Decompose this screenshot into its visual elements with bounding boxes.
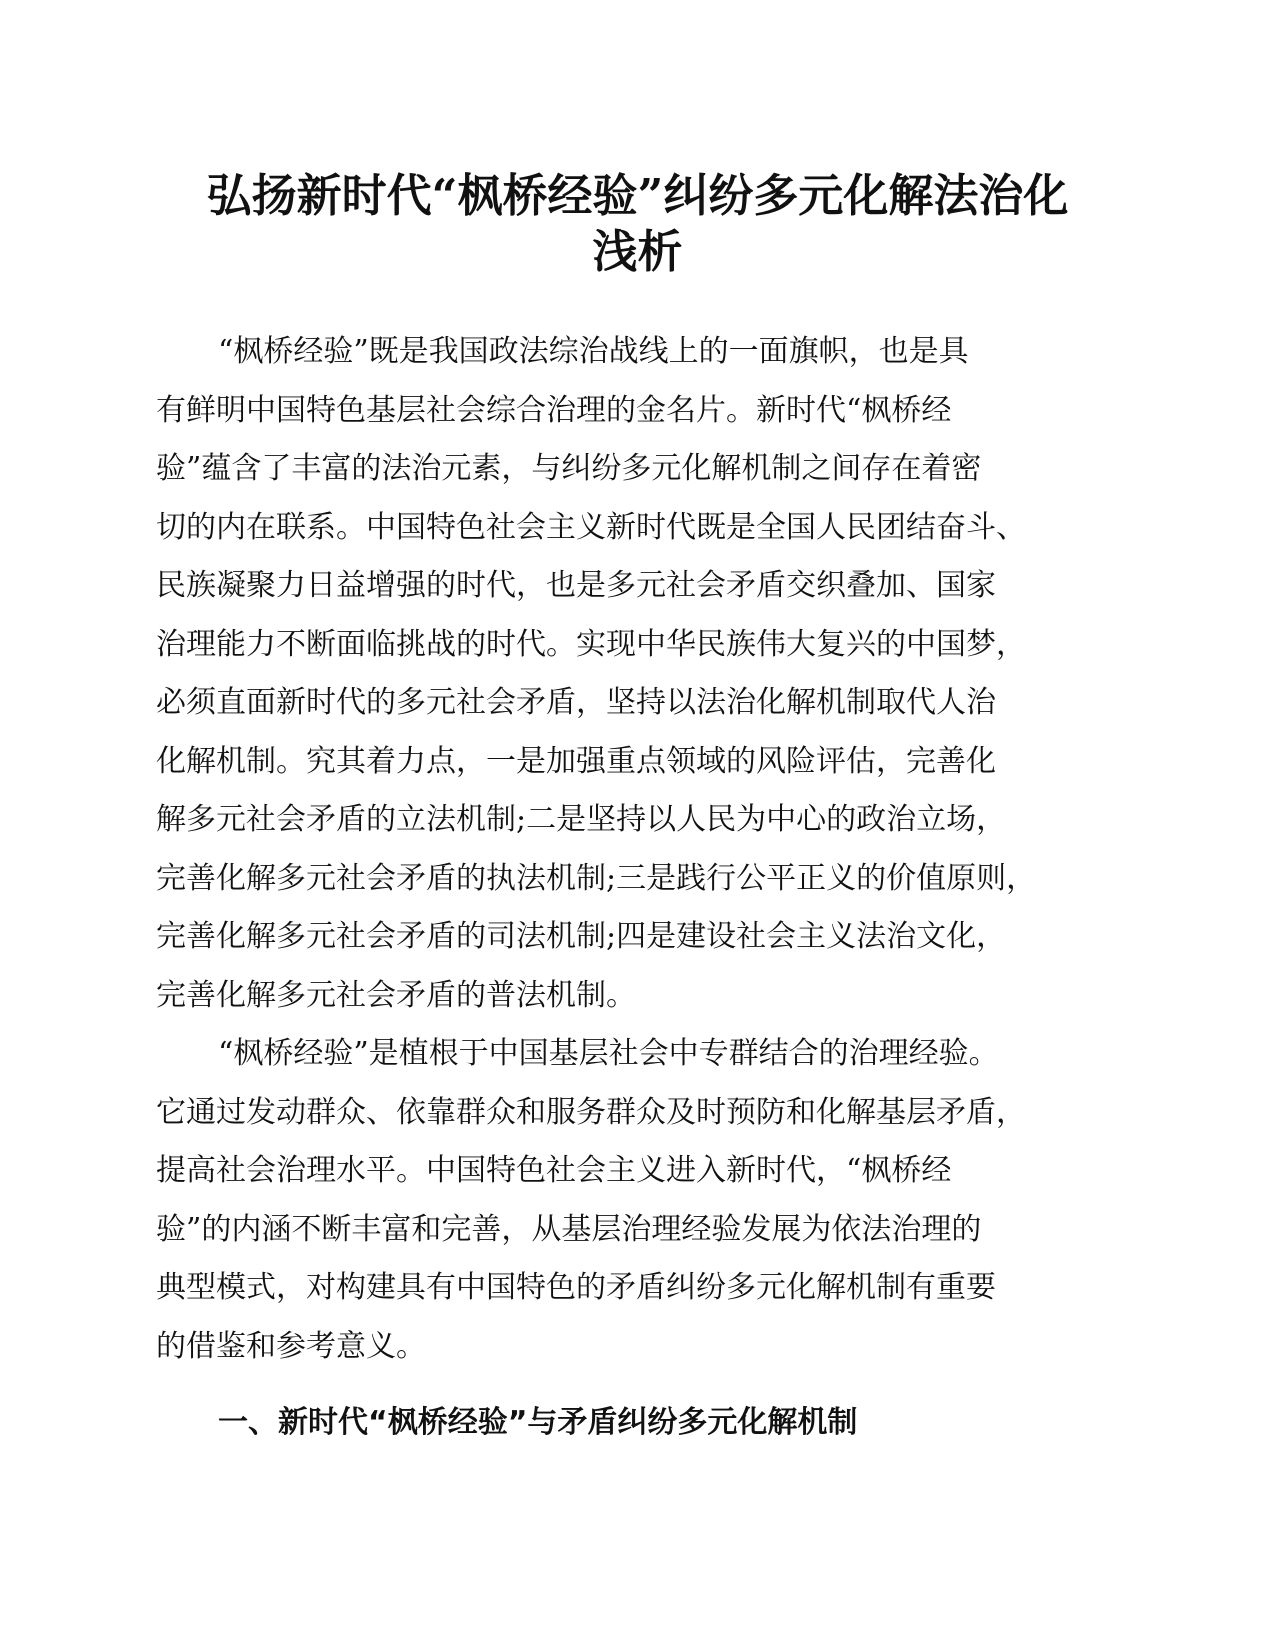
paragraph-line: 完善化解多元社会矛盾的普法机制。 <box>156 977 636 1013</box>
paragraph-line: “枫桥经验”是植根于中国基层社会中专群结合的治理经验。 <box>218 1036 999 1071</box>
paragraph-line: 有鲜明中国特色基层社会综合治理的金名片。新时代“枫桥经 <box>156 392 952 428</box>
paragraph-line: 必须直面新时代的多元社会矛盾，坚持以法治化解机制取代人治 <box>156 685 996 720</box>
section-heading: 一、新时代“枫桥经验”与矛盾纠纷多元化解机制 <box>218 1405 858 1440</box>
paragraph-1 <box>156 323 1116 1025</box>
paragraph-line: 验”的内涵不断丰富和完善，从基层治理经验发展为依法治理的 <box>156 1211 982 1247</box>
paragraph-line: 它通过发动群众、依靠群众和服务群众及时预防和化解基层矛盾， <box>156 1094 1026 1130</box>
document-body <box>156 323 1116 1453</box>
paragraph-line: 验”蕴含了丰富的法治元素，与纠纷多元化解机制之间存在着密 <box>156 451 982 486</box>
document-title <box>120 168 1155 280</box>
paragraph-line: 的借鉴和参考意义。 <box>156 1328 426 1364</box>
paragraph-line: 完善化解多元社会矛盾的执法机制;三是践行公平正义的价值原则， <box>156 860 1037 896</box>
paragraph-line: 典型模式，对构建具有中国特色的矛盾纠纷多元化解机制有重要 <box>156 1270 996 1305</box>
paragraph-line: 治理能力不断面临挑战的时代。实现中华民族伟大复兴的中国梦， <box>156 626 1026 662</box>
paragraph-line: “枫桥经验”既是我国政法综治战线上的一面旗帜，也是具 <box>218 334 969 369</box>
paragraph-line: 完善化解多元社会矛盾的司法机制;四是建设社会主义法治文化， <box>156 919 1007 954</box>
paragraph-line: 切的内在联系。中国特色社会主义新时代既是全国人民团结奋斗、 <box>156 509 1026 545</box>
title-line-2: 浅析 <box>592 225 683 278</box>
paragraph-line: 解多元社会矛盾的立法机制;二是坚持以人民为中心的政治立场， <box>156 802 1007 837</box>
title-line-1: 弘扬新时代“枫桥经验”纠纷多元化解法治化 <box>206 169 1069 222</box>
paragraph-line: 化解机制。究其着力点，一是加强重点领域的风险评估，完善化 <box>156 743 996 779</box>
paragraph-line: 提高社会治理水平。中国特色社会主义进入新时代，“枫桥经 <box>156 1153 952 1188</box>
paragraph-line: 民族凝聚力日益增强的时代，也是多元社会矛盾交织叠加、国家 <box>156 568 996 603</box>
paragraph-2 <box>156 1025 1116 1376</box>
